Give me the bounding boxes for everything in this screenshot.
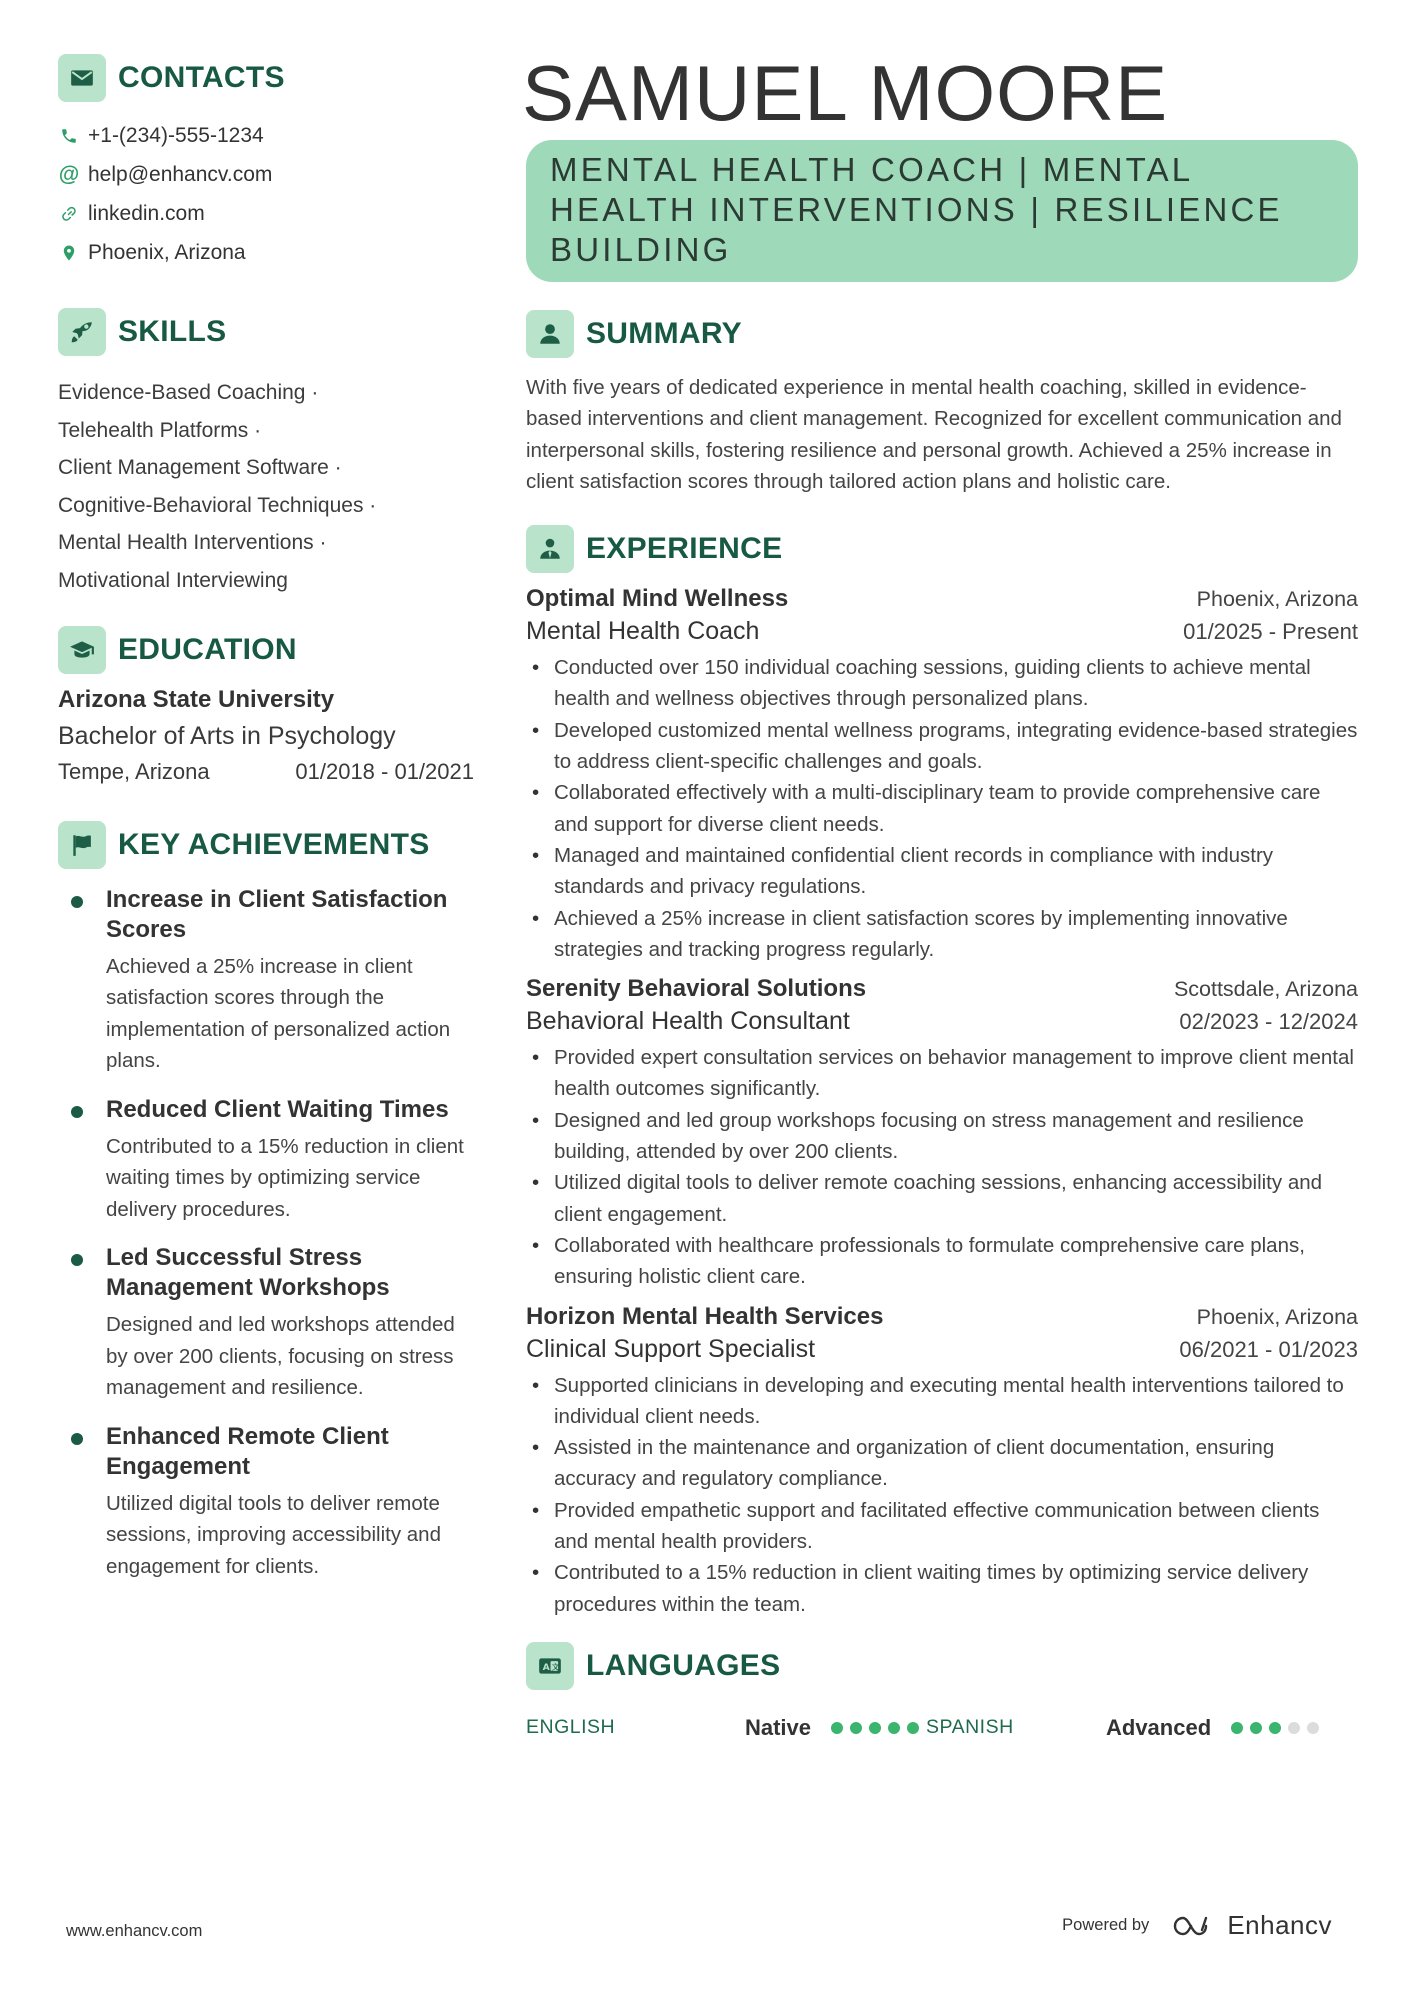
contact-phone-text: +1-(234)-555-1234: [88, 123, 264, 147]
contact-linkedin-text: linkedin.com: [88, 201, 205, 225]
job-bullet: • Assisted in the maintenance and organization of client documentation, ensuring accuracy and regulatory compliance.: [526, 1432, 1358, 1495]
languages-title: LANGUAGES: [586, 1648, 781, 1682]
education-section: [58, 626, 478, 785]
powered-by-text: Powered by: [1062, 1916, 1150, 1934]
job-bullet: • Supported clinicians in developing and executing mental health interventions tailored to individual client needs.: [526, 1370, 1358, 1433]
job-company: Serenity Behavioral Solutions: [526, 975, 867, 1003]
contact-email[interactable]: [58, 155, 478, 194]
achievement-item: [58, 1095, 478, 1226]
job-bullet: • Conducted over 150 individual coaching sessions, guiding clients to achieve mental health and wellness objectives through personalized plans.: [526, 652, 1358, 715]
professional-user-icon: [526, 525, 574, 573]
achievement-title: Enhanced Remote Client Engagement: [106, 1422, 389, 1480]
rating-dot-filled: [1231, 1722, 1243, 1734]
education-location: Tempe, Arizona: [58, 758, 210, 784]
education-degree: Bachelor of Arts in Psychology: [58, 721, 396, 750]
job-bullet: • Designed and led group workshops focusing on stress management and resilience building, attended by over 200 clients.: [526, 1105, 1358, 1168]
graduation-cap-icon: [58, 626, 106, 674]
enhancv-logo-icon: [1171, 1913, 1219, 1939]
job-role: Clinical Support Specialist: [526, 1334, 816, 1363]
skill-item: Mental Health Interventions ·: [58, 531, 327, 555]
job-bullet: • Provided expert consultation services on behavior management to improve client mental health outcomes significantly.: [526, 1042, 1358, 1105]
at-icon: @: [58, 162, 80, 186]
job-bullet: • Utilized digital tools to deliver remote coaching sessions, enhancing accessibility and client engagement.: [526, 1167, 1358, 1230]
summary-title: SUMMARY: [586, 317, 742, 350]
achievement-title: Led Successful Stress Management Workshops: [106, 1244, 390, 1302]
language-rating: [1231, 1722, 1326, 1734]
skill-item: Cognitive-Behavioral Techniques ·: [58, 493, 377, 517]
link-icon: [58, 203, 80, 225]
contact-location: [58, 233, 478, 272]
achievement-desc: Designed and led workshops attended by over 200 clients, focusing on stress management and resilience.: [106, 1313, 455, 1400]
education-school: Arizona State University: [58, 685, 335, 713]
phone-icon: [58, 125, 80, 147]
achievement-desc: Utilized digital tools to deliver remote sessions, improving accessibility and engagement for clients.: [106, 1491, 441, 1578]
achievement-desc: Contributed to a 15% reduction in client waiting times by optimizing service delivery procedures.: [106, 1134, 464, 1221]
headline-banner: MENTAL HEALTH COACH | MENTAL HEALTH INTERVENTIONS | RESILIENCE BUILDING: [526, 140, 1358, 282]
enhancv-logo-text: Enhancv: [1227, 1910, 1332, 1940]
job-bullet: • Achieved a 25% increase in client satisfaction scores by implementing innovative strategies and tracking progress regularly.: [526, 903, 1358, 966]
rating-dot-filled: [869, 1722, 881, 1734]
footer-website[interactable]: www.enhancv.com: [66, 1922, 203, 1940]
rating-dot-filled: [907, 1722, 919, 1734]
rating-dot-filled: [1250, 1722, 1262, 1734]
achievements-title: KEY ACHIEVEMENTS: [118, 827, 430, 861]
skill-item: Client Management Software ·: [58, 456, 342, 480]
rating-dot-filled: [888, 1722, 900, 1734]
education-header: [58, 626, 478, 674]
language-rating: [831, 1722, 926, 1734]
contacts-header: [58, 54, 478, 102]
experience-item: [526, 975, 1358, 1292]
education-title: EDUCATION: [118, 632, 297, 666]
experience-item: [526, 1303, 1358, 1620]
language-name: ENGLISH: [526, 1716, 616, 1739]
rating-dot-empty: [1307, 1722, 1319, 1734]
job-dates: 01/2025 - Present: [1183, 619, 1358, 645]
job-dates: 02/2023 - 12/2024: [1179, 1009, 1358, 1035]
contact-location-text: Phoenix, Arizona: [88, 240, 246, 264]
rating-dot-filled: [1269, 1722, 1281, 1734]
job-company: Horizon Mental Health Services: [526, 1302, 884, 1330]
achievements-header: [58, 821, 478, 869]
education-dates: 01/2018 - 01/2021: [295, 758, 474, 784]
job-bullet: • Collaborated effectively with a multi-disciplinary team to provide comprehensive care and support for diverse client needs.: [526, 777, 1358, 840]
job-role: Behavioral Health Consultant: [526, 1007, 850, 1036]
summary-header: [526, 310, 1358, 358]
language-item: [526, 1715, 926, 1741]
job-bullet: • Contributed to a 15% reduction in client waiting times by optimizing service delivery procedures within the team.: [526, 1557, 1358, 1620]
achievements-section: [58, 821, 478, 1583]
language-name: SPANISH: [926, 1716, 1014, 1739]
job-bullet: • Developed customized mental wellness programs, integrating evidence-based strategies to address client-specific challenges and goals.: [526, 715, 1358, 778]
job-bullet: • Collaborated with healthcare professionals to formulate comprehensive care plans, ensuring holistic client care.: [526, 1230, 1358, 1293]
experience-section: [526, 525, 1358, 1620]
skill-item: Evidence-Based Coaching ·: [58, 381, 319, 404]
rating-dot-empty: [1288, 1722, 1300, 1734]
location-pin-icon: [58, 242, 80, 264]
envelope-icon: [58, 54, 106, 102]
svg-text:A: A: [542, 1661, 550, 1673]
bullet-dot: [71, 1106, 83, 1118]
job-location: Scottsdale, Arizona: [1173, 977, 1358, 1002]
achievement-title: Increase in Client Satisfaction Scores: [106, 885, 448, 943]
bullet-dot: [71, 1433, 83, 1445]
skills-header: [58, 308, 478, 356]
skill-item: Telehealth Platforms ·: [58, 418, 262, 442]
skills-title: SKILLS: [118, 315, 227, 348]
skill-item: Motivational Interviewing: [58, 568, 288, 592]
job-location: Phoenix, Arizona: [1196, 587, 1358, 612]
job-bullets: [526, 1042, 1358, 1292]
achievement-item: [58, 885, 478, 1077]
language-item: [926, 1715, 1358, 1741]
skills-section: [58, 308, 478, 600]
svg-text:文: 文: [551, 1662, 560, 1672]
bullet-dot: [71, 896, 83, 908]
experience-item: [526, 585, 1358, 965]
job-location: Phoenix, Arizona: [1196, 1304, 1358, 1329]
achievement-item: [58, 1243, 478, 1404]
experience-header: [526, 525, 1358, 573]
skills-list: [58, 374, 478, 600]
achievement-title: Reduced Client Waiting Times: [106, 1095, 449, 1123]
achievement-item: [58, 1422, 478, 1583]
flag-icon: [58, 821, 106, 869]
languages-header: [526, 1642, 1358, 1690]
language-icon: [526, 1642, 574, 1690]
job-dates: 06/2021 - 01/2023: [1179, 1336, 1358, 1362]
job-bullets: [526, 652, 1358, 965]
job-bullet: • Provided empathetic support and facilitated effective communication between clients and mental health providers.: [526, 1495, 1358, 1558]
languages-list: [526, 1708, 1358, 1748]
contact-linkedin[interactable]: [58, 194, 478, 233]
contact-email-text: help@enhancv.com: [88, 162, 273, 186]
rating-dot-filled: [850, 1722, 862, 1734]
user-icon: [526, 310, 574, 358]
contact-phone[interactable]: [58, 116, 478, 155]
job-role: Mental Health Coach: [526, 617, 760, 646]
rating-dot-filled: [831, 1722, 843, 1734]
summary-section: [526, 310, 1358, 497]
left-column: [58, 54, 478, 1600]
language-level: Native: [744, 1714, 811, 1740]
bullet-dot: [71, 1254, 83, 1266]
job-bullet: • Managed and maintained confidential client records in compliance with industry standards and privacy regulations.: [526, 840, 1358, 903]
job-company: Optimal Mind Wellness: [526, 585, 789, 613]
languages-section: [526, 1642, 1358, 1748]
job-bullets: [526, 1370, 1358, 1620]
experience-title: EXPERIENCE: [586, 532, 783, 566]
candidate-name: SAMUEL MOORE: [522, 49, 1169, 137]
achievement-desc: Achieved a 25% increase in client satisfaction scores through the implementation of personalized action plans.: [106, 954, 451, 1073]
summary-text: With five years of dedicated experience in mental health coaching, skilled in evidence-based interventions and client management. Recognized for excellent communication and interpersonal skills, fostering resilience and personal growth. Achieved a 25% increase in client satisfaction scores through tailored action plans and holistic care.: [526, 376, 1342, 493]
right-column: [522, 48, 1358, 1748]
achievements-list: [58, 885, 478, 1583]
education-meta: [58, 759, 474, 785]
contacts-title: CONTACTS: [118, 61, 285, 94]
rocket-icon: [58, 308, 106, 356]
language-level: Advanced: [1106, 1714, 1212, 1740]
contacts-section: [58, 54, 478, 272]
footer-branding: [1062, 1910, 1332, 1941]
